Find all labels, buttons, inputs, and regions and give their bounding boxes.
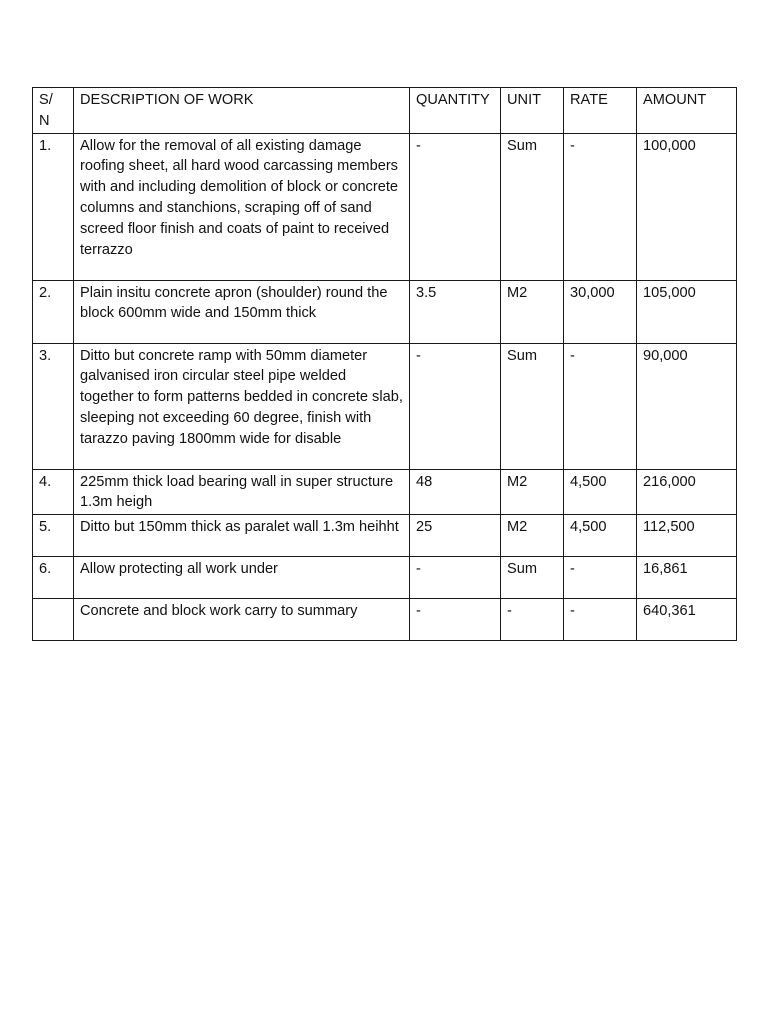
cell-quantity: 3.5 (410, 280, 501, 343)
header-rate: RATE (564, 88, 637, 134)
table-row (33, 280, 737, 343)
cell-amount: 640,361 (637, 599, 737, 641)
cell-amount: 90,000 (637, 343, 737, 469)
cell-rate: - (564, 557, 637, 599)
header-sn: S/ N (33, 88, 74, 134)
cell-amount: 105,000 (637, 280, 737, 343)
cell-amount: 16,861 (637, 557, 737, 599)
cell-unit: M2 (501, 515, 564, 557)
table-row (33, 557, 737, 599)
cell-quantity: - (410, 133, 501, 280)
cell-sn: 5. (33, 515, 74, 557)
cell-unit: Sum (501, 557, 564, 599)
cell-amount: 216,000 (637, 469, 737, 515)
cell-sn: 6. (33, 557, 74, 599)
cell-description: Concrete and block work carry to summary (74, 599, 410, 641)
cell-unit: M2 (501, 469, 564, 515)
table-row (33, 469, 737, 515)
cell-description: Plain insitu concrete apron (shoulder) round the block 600mm wide and 150mm thick (74, 280, 410, 343)
cell-sn: 3. (33, 343, 74, 469)
cell-unit: Sum (501, 343, 564, 469)
header-quantity: QUANTITY (410, 88, 501, 134)
cell-description: 225mm thick load bearing wall in super structure 1.3m heigh (74, 469, 410, 515)
cell-description: Allow for the removal of all existing damage roofing sheet, all hard wood carcassing members with and including demolition of block or concrete columns and stanchions, scraping off of sand screed floor finish and coats of paint to received terrazzo (74, 133, 410, 280)
cell-quantity: 25 (410, 515, 501, 557)
cell-quantity: - (410, 557, 501, 599)
cell-quantity: - (410, 599, 501, 641)
cell-amount: 112,500 (637, 515, 737, 557)
cell-description: Allow protecting all work under (74, 557, 410, 599)
cell-rate: - (564, 599, 637, 641)
cell-amount: 100,000 (637, 133, 737, 280)
header-description: DESCRIPTION OF WORK (74, 88, 410, 134)
cell-rate: 30,000 (564, 280, 637, 343)
cell-rate: - (564, 343, 637, 469)
cell-quantity: 48 (410, 469, 501, 515)
table-row (33, 343, 737, 469)
cell-sn (33, 599, 74, 641)
table-header-row (33, 88, 737, 134)
cell-description: Ditto but concrete ramp with 50mm diameter galvanised iron circular steel pipe welded together to form patterns bedded in concrete slab, sleeping not exceeding 60 degree, finish with tarazzo paving 1800mm wide for disable (74, 343, 410, 469)
cell-unit: - (501, 599, 564, 641)
cell-rate: - (564, 133, 637, 280)
cell-rate: 4,500 (564, 469, 637, 515)
cell-sn: 1. (33, 133, 74, 280)
table-row (33, 133, 737, 280)
bill-of-quantities-table (32, 87, 737, 641)
header-amount: AMOUNT (637, 88, 737, 134)
table-row (33, 515, 737, 557)
cell-description: Ditto but 150mm thick as paralet wall 1.3m heihht (74, 515, 410, 557)
cell-quantity: - (410, 343, 501, 469)
cell-sn: 4. (33, 469, 74, 515)
cell-rate: 4,500 (564, 515, 637, 557)
cell-unit: Sum (501, 133, 564, 280)
table-total-row (33, 599, 737, 641)
cell-unit: M2 (501, 280, 564, 343)
header-unit: UNIT (501, 88, 564, 134)
cell-sn: 2. (33, 280, 74, 343)
